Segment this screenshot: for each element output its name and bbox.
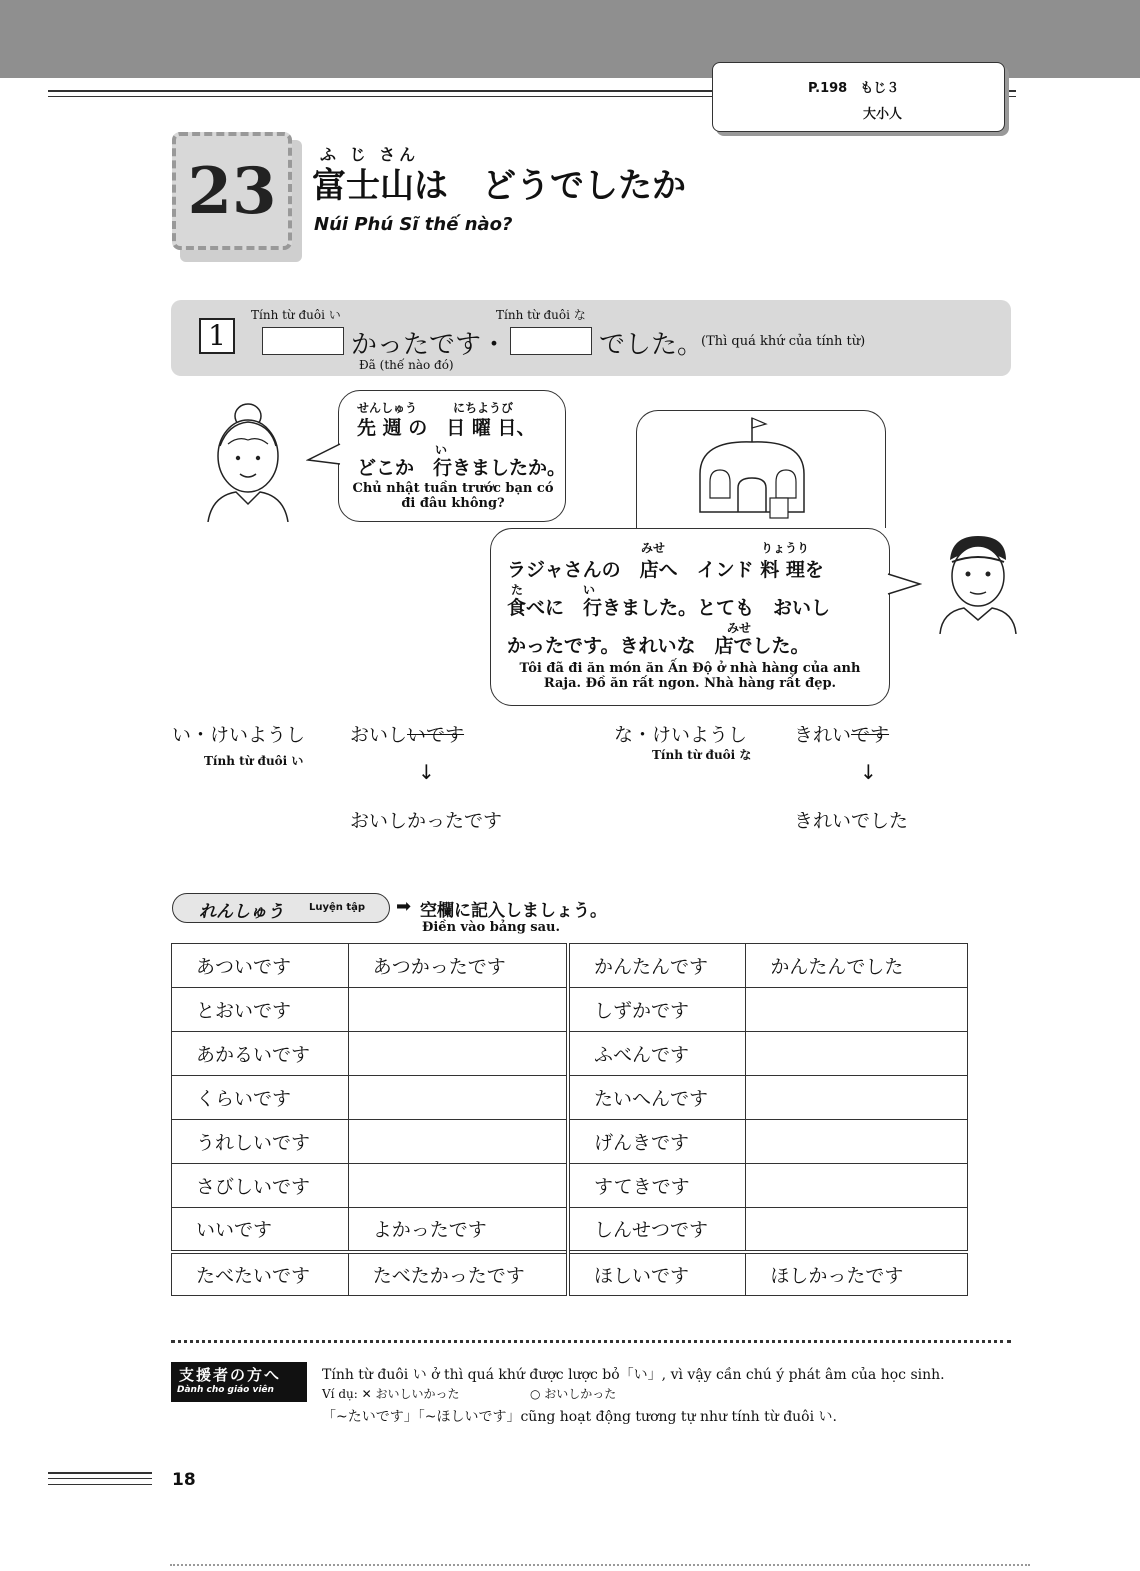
table-cell: ふべんです [568,1032,746,1076]
teacher-note-line: Tính từ đuôi い ở thì quá khứ được lược bỏ「い」, vì vậy cần chú ý phát âm của học sinh. [322,1367,945,1383]
practice-label: れんしゅう [199,902,284,922]
dialogue-translation: Chủ nhật tuần trước bạn có đi đâu không? [352,481,554,511]
table-row [172,944,968,988]
practice-instruction-vi: Điền vào bảng sau. [422,920,561,935]
na-adj-struck: です [851,724,890,746]
down-arrow-icon: ↓ [860,760,877,784]
na-adj-result: きれいでした [794,810,909,832]
teacher-note-box [171,1362,307,1402]
answer-blank[interactable] [746,1208,968,1252]
header-rule [1006,96,1016,97]
answer-blank[interactable] [746,1076,968,1120]
grammar-label-i: Tính từ đuôi い [251,308,341,322]
table-cell: しんせつです [568,1208,746,1252]
na-adj-label: な・けいようし [614,724,748,746]
teacher-note-title: 支援者の方へ [179,1366,282,1384]
table-cell: いいです [172,1208,349,1252]
table-cell: たべたいです [172,1252,349,1296]
na-adj-label-vi: Tính từ đuôi な [652,748,752,762]
footer-rule [48,1484,152,1485]
table-cell: げんきです [568,1120,746,1164]
dialogue-line: 食べに 行きました。とても おいし [507,597,831,619]
answer-blank[interactable] [348,1076,568,1120]
practice-label-vi: Luyện tập [309,902,366,913]
dotted-divider [171,1340,1011,1343]
table-row [172,1120,968,1164]
i-adj-struck: いです [407,724,465,746]
arrow-right-icon: ➡ [396,896,412,917]
table-row [172,1164,968,1208]
table-cell: あついです [172,944,349,988]
footer-rule [48,1478,152,1479]
page-number: 18 [172,1470,196,1490]
answer-blank[interactable] [746,988,968,1032]
grammar-blank-i [262,327,344,355]
header-rule [48,96,713,97]
dialogue-line: かったです。きれいな 店でした。 [507,635,810,657]
restaurant-illustration [690,412,820,530]
title-ruby: ふ じ さん [320,145,420,164]
teacher-note-line: 「~たいです」「~ほしいです」cũng hoạt động tương tự như tính từ đuôi い. [322,1409,837,1425]
dialogue-line: 先 週 の 日 曜 日、 [357,417,536,439]
table-cell: さびしいです [172,1164,349,1208]
table-cell: とおいです [172,988,349,1032]
ruby-text: た い [511,583,596,597]
answer-blank[interactable] [746,1120,968,1164]
table-cell: よかったです [348,1208,568,1252]
answer-blank[interactable] [348,1032,568,1076]
woman-illustration [198,396,298,522]
teacher-note-example-good: ○ おいしかった [530,1387,617,1401]
bubble-tail [306,440,342,470]
grammar-blank-na [510,327,592,355]
answer-blank[interactable] [348,1164,568,1208]
practice-instruction: 空欄に記入しましょう。 [420,901,607,921]
dialogue-line: ラジャさんの 店へ インド 料 理を [507,559,824,581]
bubble-tail [886,570,922,600]
teacher-note-subtitle: Dành cho giáo viên [177,1385,274,1395]
table-row [172,1032,968,1076]
grammar-under-label: Đã (thế nào đó) [359,358,454,372]
practice-label-pill [172,893,390,923]
ruby-text: い [435,443,448,457]
table-cell: あつかったです [348,944,568,988]
man-illustration [934,530,1020,634]
table-cell: ほしいです [568,1252,746,1296]
table-cell: しずかです [568,988,746,1032]
i-adj-example [350,720,464,747]
table-cell: たいへんです [568,1076,746,1120]
answer-blank[interactable] [746,1164,968,1208]
table-cell: すてきです [568,1164,746,1208]
grammar-number: 1 [199,318,235,354]
lesson-title: 富士山は どうでしたか [312,166,686,206]
footer-rule [48,1472,152,1474]
reference-box [712,62,1005,132]
reference-page: P.198 もじ３ [808,81,900,96]
answer-blank[interactable] [746,1032,968,1076]
table-cell: ほしかったです [746,1252,968,1296]
grammar-text-i: かったです・ [351,330,508,360]
i-adj-stem: おいし [350,724,408,746]
lesson-subtitle: Núi Phú Sĩ thế nào? [314,214,513,235]
i-adj-label: い・けいようし [172,724,306,746]
table-row [172,1076,968,1120]
na-adj-stem: きれい [794,724,852,746]
dialogue-line: どこか 行きましたか。 [357,457,567,479]
table-cell: あかるいです [172,1032,349,1076]
header-rule [1006,90,1016,92]
answer-blank[interactable] [348,1120,568,1164]
header-rule [48,90,713,92]
table-cell: くらいです [172,1076,349,1120]
speech-bubble-man [490,528,890,706]
bottom-dotted-edge [170,1564,1030,1566]
table-cell: うれしいです [172,1120,349,1164]
ruby-text: せんしゅう にちようび [357,401,514,415]
table-row [172,988,968,1032]
teacher-note-example-bad: Ví dụ: ✕ おいしいかった [322,1387,460,1401]
table-row [172,1208,968,1252]
answer-blank[interactable] [348,988,568,1032]
grammar-text-na: でした。 [599,330,704,360]
ruby-text: みせ りょうり [641,541,810,555]
dialogue-translation: Tôi đã đi ăn món ăn Ấn Độ ở nhà hàng của anh Raja. Đồ ăn rất ngon. Nhà hàng rất đẹp. [519,661,861,691]
practice-table [171,943,968,1296]
i-adj-result: おいしかったです [350,810,503,832]
grammar-bar [171,300,1011,376]
i-adj-label-vi: Tính từ đuôi い [204,754,304,768]
table-cell: かんたんです [568,944,746,988]
lesson-badge [172,132,292,250]
down-arrow-icon: ↓ [418,760,435,784]
grammar-note: (Thì quá khứ của tính từ) [701,334,866,349]
table-cell: かんたんでした [746,944,968,988]
ruby-text: みせ [727,621,752,635]
table-cell: たべたかったです [348,1252,568,1296]
na-adj-example [794,720,889,747]
table-row [172,1252,968,1296]
speech-bubble-woman [338,390,566,522]
lesson-number: 23 [187,154,277,229]
grammar-label-na: Tính từ đuôi な [496,308,586,322]
reference-kanji: 大小人 [863,107,903,122]
